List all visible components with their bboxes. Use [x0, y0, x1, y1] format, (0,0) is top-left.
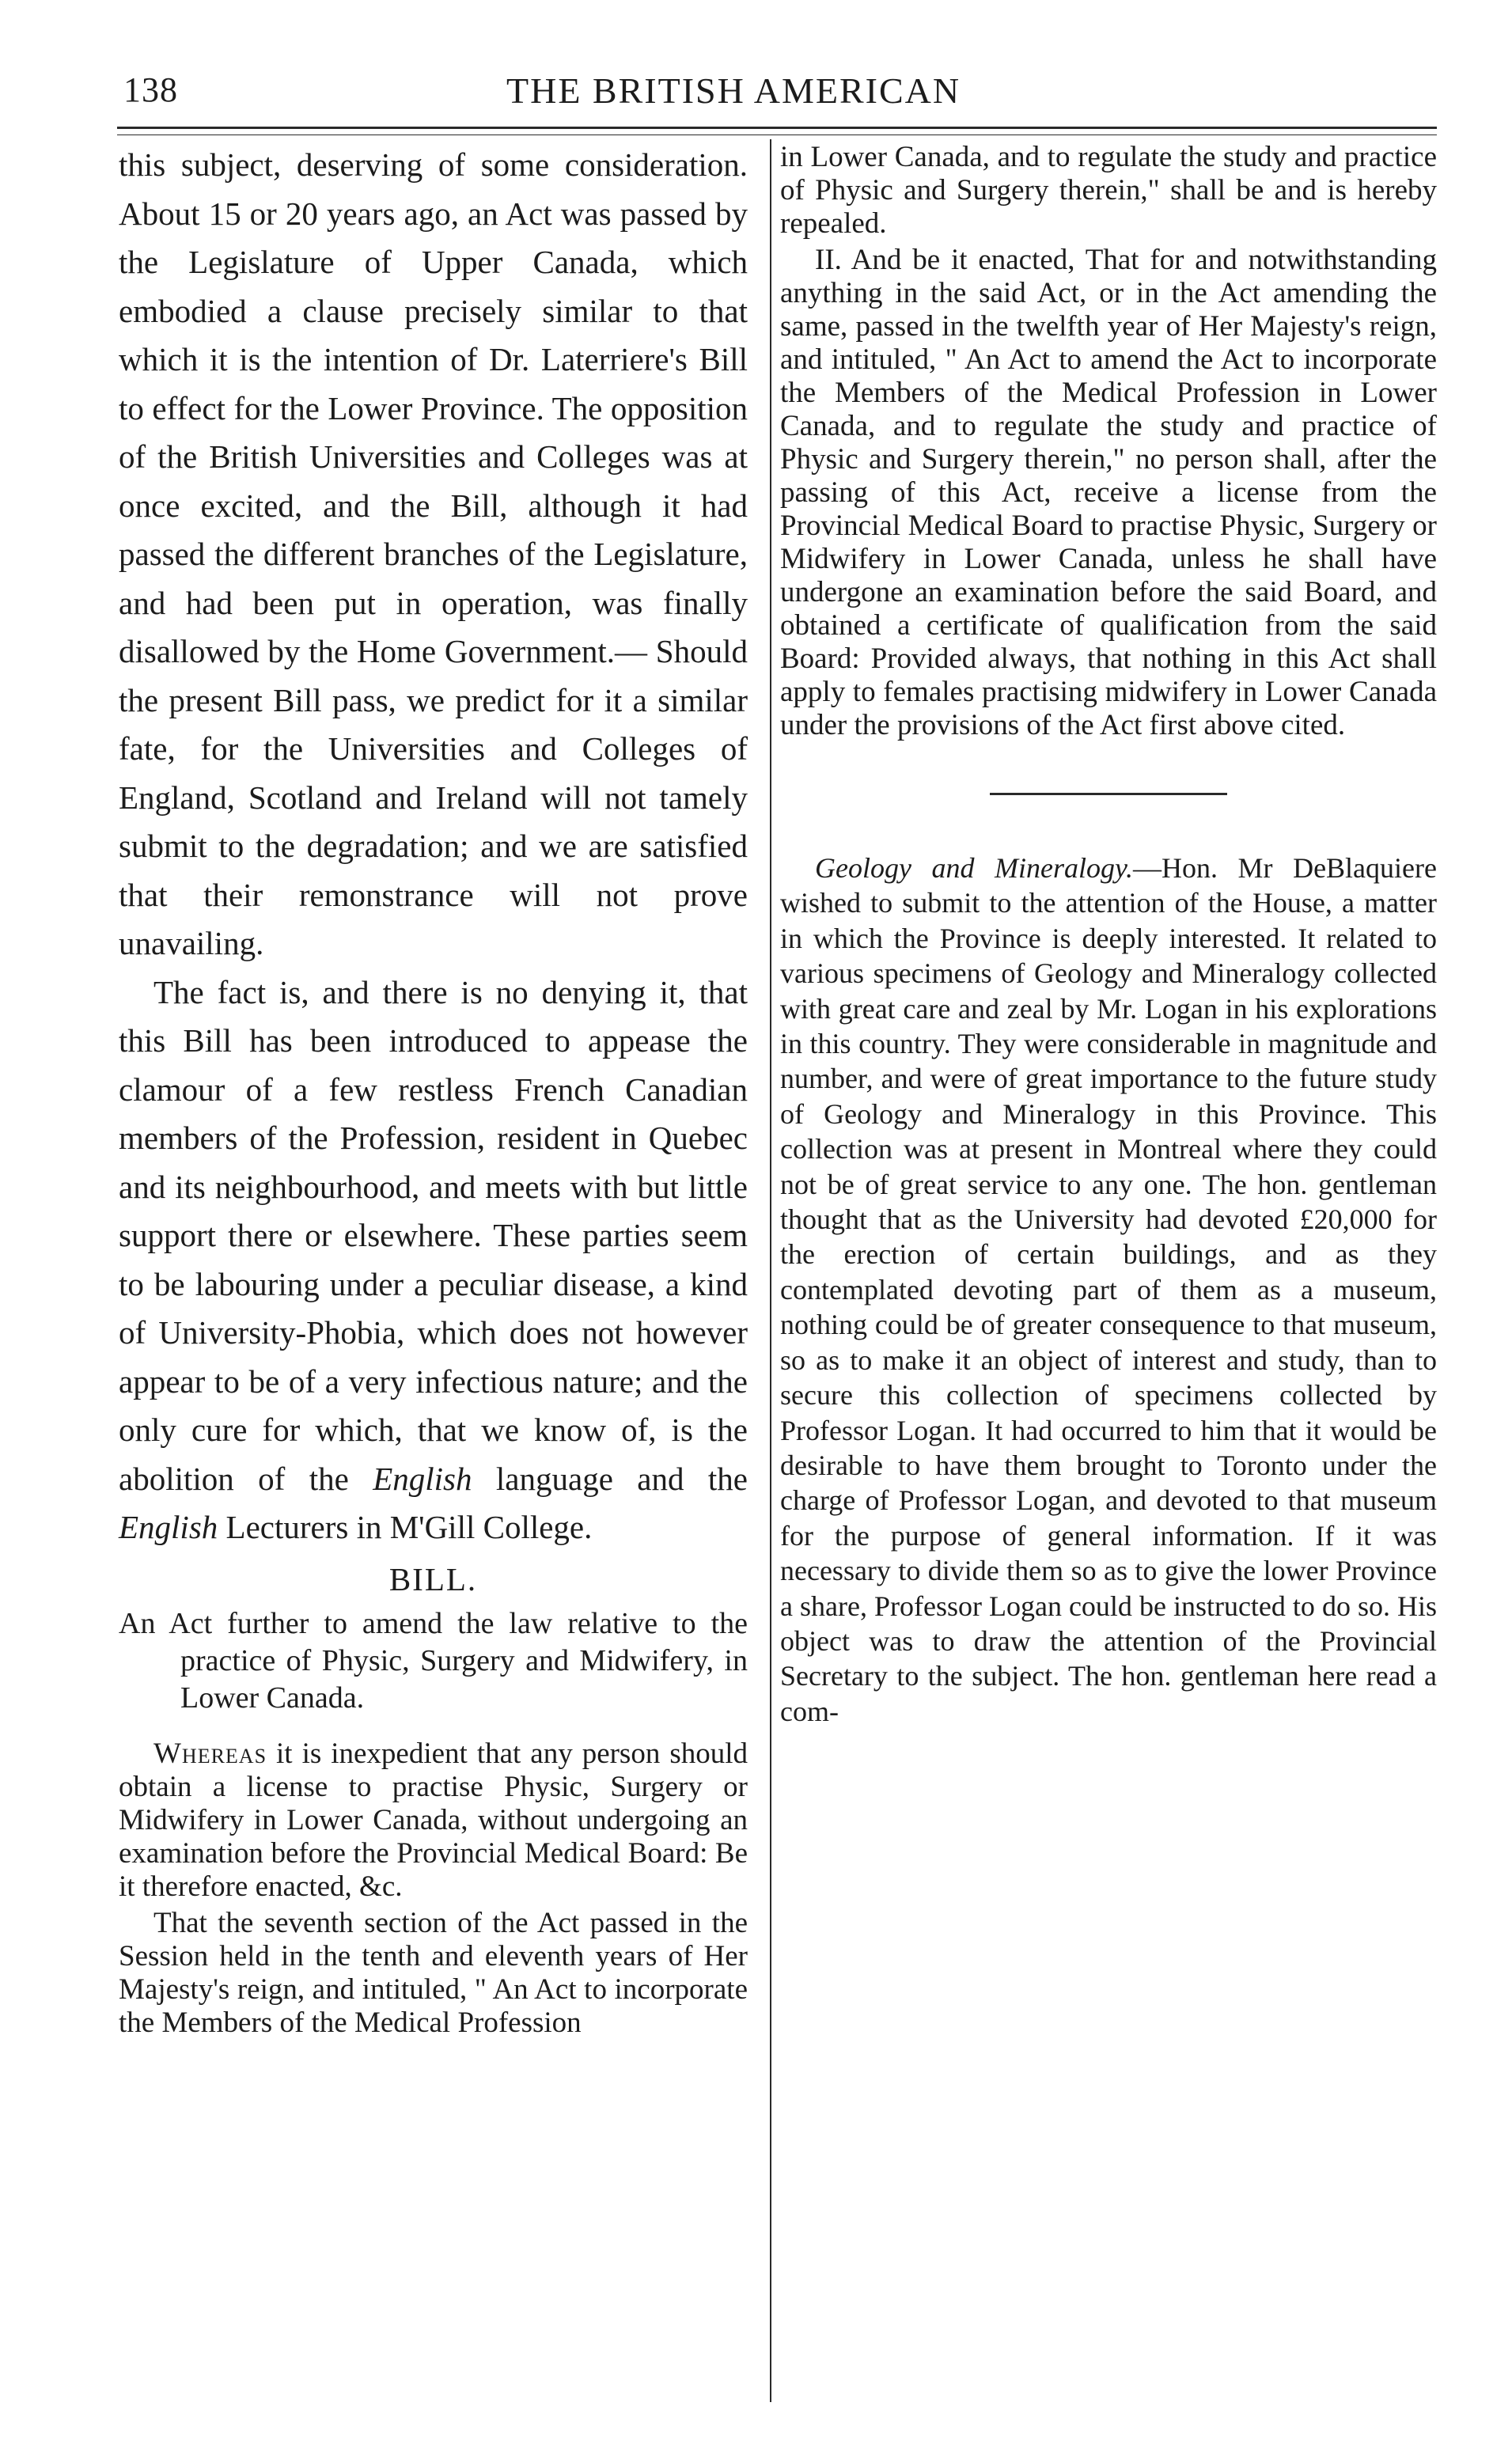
bill-text-right — [780, 141, 1437, 742]
whereas-lead: Whereas — [153, 1737, 267, 1770]
left-column — [119, 141, 748, 2040]
left-paragraph-2-text-b: language and the — [472, 1460, 748, 1497]
left-paragraph-2-text-a: The fact is, and there is no denying it, that this Bill has been introduced to appease the clamour of a few restless French Canadian members of the Profession, resident in Quebec and its neighbourhood, and meets with but little support there or elsewhere. These parties seem to be labouring under a peculiar disease, a kind of University-Phobia, which does not however appear to be of a very infectious nature; and the only cure for which, that we know of, is the abolition of the — [119, 973, 748, 1497]
section-2: II. And be it enacted, That for and notwithstanding anything in the said Act, or in the Act amending the same, passed in the twelfth year of Her Majesty's reign, and intituled, " An Act to amend the Act to incorporate the Members of the Medical Profession in Lower Canada, and to regulate the study and practice of Physic and Surgery therein," no person shall, after the passing of this Act, receive a license from the Provincial Medical Board to practise Physic, Surgery or Midwifery in Lower Canada, unless he shall have undergone an examination before the said Board, and obtained a certificate of qualification from the said Board: Provided always, that nothing in this Act shall apply to females practising midwifery in Lower Canada under the provisions of the Act first above cited. — [780, 244, 1437, 741]
left-paragraph-2-text-c: Lecturers in M'Gill College. — [218, 1509, 593, 1545]
news-paragraph — [780, 851, 1437, 1729]
running-head: THE BRITISH AMERICAN — [506, 70, 961, 111]
left-paragraph-2 — [119, 968, 748, 1552]
bill-heading: BILL. — [388, 1560, 478, 1597]
italic-english-2: English — [119, 1509, 218, 1545]
whereas-text: it is inexpedient that any person should obtain a license to practise Physic, Surgery or Midwifery in Lower Canada, without undergoing an examination before the Provincial Medical Board: Be it therefore enacted, &c. — [119, 1737, 748, 1903]
section-1-end: in Lower Canada, and to regulate the study and practice of Physic and Surgery therein," shall be and is hereby repealed. — [780, 141, 1437, 240]
whereas-clause — [119, 1737, 748, 1904]
news-body: —Hon. Mr DeBlaquiere wished to submit to the attention of the House, a matter in which the Province is deeply interested. It related to various specimens of Geology and Mineralogy collected with great care and zeal by Mr. Logan in his explorations in this country. They were considerable in magnitude and number, and were of great importance to the future study of Geology and Mineralogy in this Province. This collection was at present in Montreal where they could not be of great service to any one. The hon. gentleman thought that as the University had devoted £20,000 for the erection of certain buildings, and as they contemplated devoting part of them as a museum, nothing could be of greater consequence to that museum, so as to make it an object of interest and study, than to secure this collection of specimens collected by Professor Logan. It had occurred to him that it would be desirable to have them brought to Toronto under the charge of Professor Logan, and devoted to that museum for the purpose of general information. If it was necessary to divide them so as to give the lower Province a share, Professor Logan could be instructed to do so. His object was to draw the attention of the Provincial Secretary to the subject. The hon. gentleman here read a com- — [780, 852, 1437, 1727]
right-column — [780, 141, 1437, 1729]
news-item-geology — [780, 851, 1437, 1729]
left-paragraph-1: this subject, deserving of some consideration. About 15 or 20 years ago, an Act was passed by the Legislature of Upper Canada, which embodied a clause precisely similar to that which it is the intention of Dr. Laterriere's Bill to effect for the Lower Province. The opposition of the British Universities and Colleges was at once excited, and the Bill, although it had passed the different branches of the Legislature, and had been put in operation, was finally disallowed by the Home Government.— Should the present Bill pass, we predict for it a similar fate, for the Universities and Colleges of England, Scotland and Ireland will not tamely submit to the degradation; and we are satisfied that their remonstrance will not prove unavailing. — [119, 146, 748, 961]
article-divider — [990, 793, 1227, 795]
page-number: 138 — [123, 70, 178, 109]
header-rule-thick — [117, 127, 1437, 129]
news-lead: Geology and Mineralogy. — [815, 852, 1133, 884]
bill-title: An Act further to amend the law relative to the practice of Physic, Surgery and Midwifery, in Lower Canada. — [119, 1607, 748, 1715]
bill-text-left — [119, 1737, 748, 2040]
italic-english-1: English — [373, 1460, 472, 1497]
column-divider — [770, 139, 771, 2402]
section-1-start: That the seventh section of the Act passed in the Session held in the tenth and eleventh years of Her Majesty's reign, and intituled, " An Act to incorporate the Members of the Medical Profession — [119, 1907, 748, 2039]
